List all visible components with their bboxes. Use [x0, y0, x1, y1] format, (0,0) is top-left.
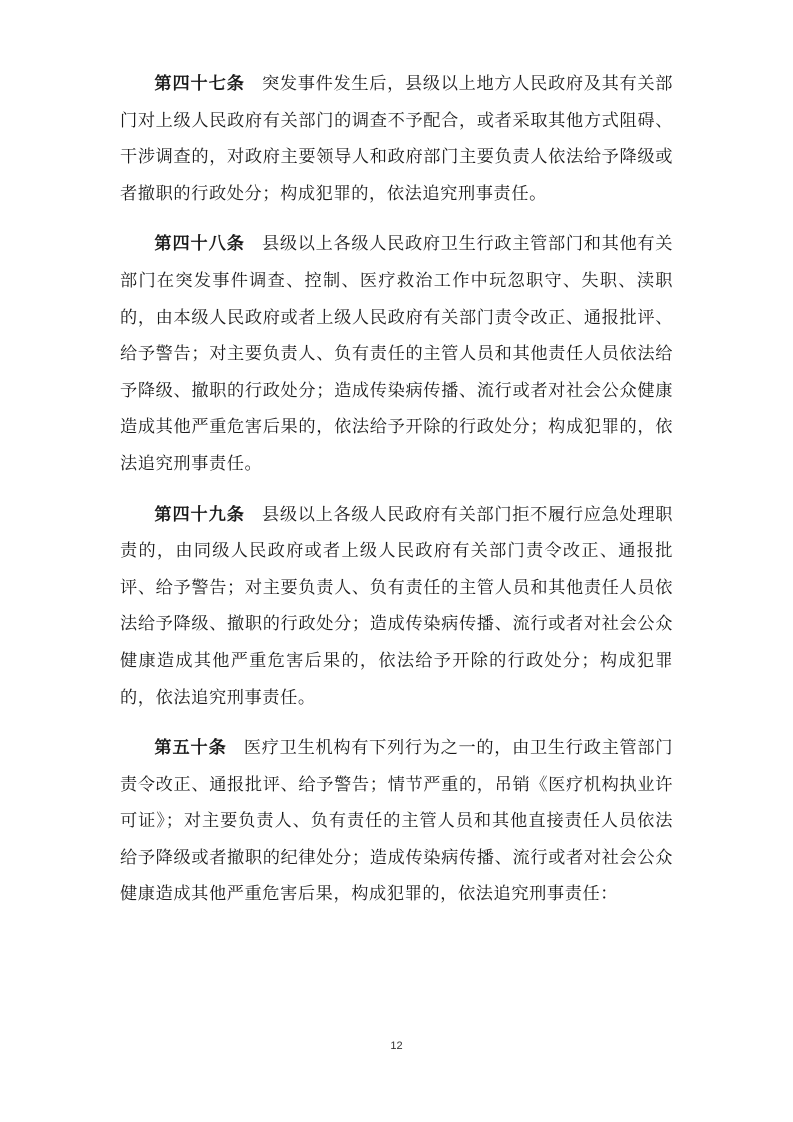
article-number: 第四十八条 — [154, 234, 245, 255]
article-number: 第四十七条 — [154, 74, 245, 94]
article-47 — [120, 66, 673, 212]
article-text: 医疗卫生机构有下列行为之一的，由卫生行政主管部门责令改正、通报批评、给予警告；情节严重的，吊销《医疗机构执业许可证》；对主要负责人、负有责任的主管人员和其他直接责任人员依法给予降级或者撤职的纪律处分；造成传染病传播、流行或者对社会公众健康造成其他严重危害后果，构成犯罪的，依法追究刑事责任： — [120, 738, 674, 905]
article-text: 县级以上各级人民政府卫生行政主管部门和其他有关部门在突发事件调查、控制、医疗救治工作中玩忽职守、失职、渎职的，由本级人民政府或者上级人民政府有关部门责令改正、通报批评、给予警告；对主要负责人、负有责任的主管人员和其他责任人员依法给予降级、撤职的行政处分；造成传染病传播、流行或者对社会公众健康造成其他严重危害后果的，依法给予开除的行政处分；构成犯罪的，依法追究刑事责任。 — [120, 234, 673, 474]
article-text: 县级以上各级人民政府有关部门拒不履行应急处理职责的，由同级人民政府或者上级人民政府有关部门责令改正、通报批评、给予警告；对主要负责人、负有责任的主管人员和其他责任人员依法给予降级、撤职的行政处分；造成传染病传播、流行或者对社会公众健康造成其他严重危害后果的，依法给予开除的行政处分；构成犯罪的，依法追究刑事责任。 — [120, 504, 673, 708]
article-text: 突发事件发生后，县级以上地方人民政府及其有关部门对上级人民政府有关部门的调查不予配合，或者采取其他方式阻碍、干涉调查的，对政府主要领导人和政府部门主要负责人依法给予降级或者撤职的行政处分；构成犯罪的，依法追究刑事责任。 — [120, 74, 673, 204]
article-48 — [120, 226, 673, 482]
article-number: 第四十九条 — [154, 504, 245, 525]
article-number: 第五十条 — [154, 738, 227, 759]
page-number: 12 — [390, 1040, 403, 1052]
article-49 — [120, 497, 673, 717]
document-page — [120, 66, 673, 927]
article-50 — [120, 730, 673, 913]
